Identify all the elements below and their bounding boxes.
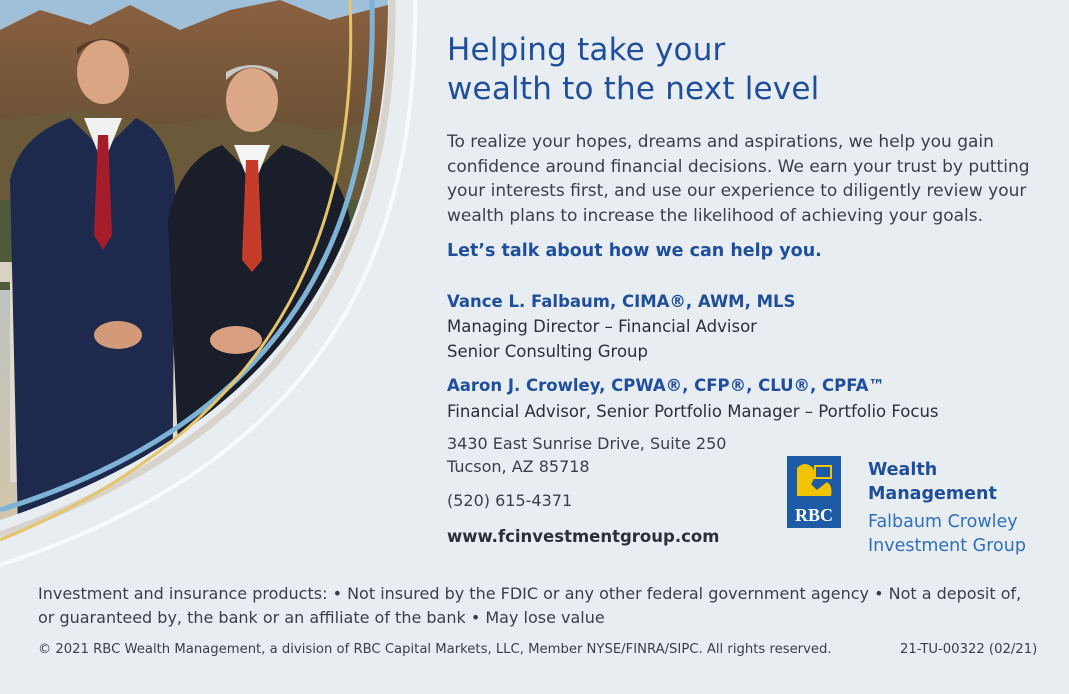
address-line-2: Tucson, AZ 85718: [447, 457, 590, 476]
body-line: confidence around financial decisions. We earn your trust by putting: [447, 156, 1030, 177]
brand-name: [868, 458, 997, 506]
advisor-2-name: Aaron J. Crowley, CPWA®, CFP®, CLU®, CPFA™: [447, 376, 885, 395]
body-line: wealth plans to increase the likelihood of achieving your goals.: [447, 205, 983, 226]
brand-line-2: Management: [868, 484, 997, 504]
advisors-photo: [0, 0, 420, 580]
body-paragraph: [447, 130, 1047, 228]
address-line-1: 3430 East Sunrise Drive, Suite 250: [447, 434, 727, 453]
advisor-1-group: Senior Consulting Group: [447, 342, 648, 361]
headline: [447, 31, 1047, 109]
brand-line-3: Falbaum Crowley: [868, 512, 1018, 532]
logo-text: RBC: [794, 505, 834, 525]
brand-line-4: Investment Group: [868, 536, 1026, 556]
headline-line-1: Helping take your: [447, 32, 726, 68]
disclaimer-line-2: or guaranteed by, the bank or an affiliate of the bank • May lose value: [38, 608, 605, 627]
group-name: [868, 510, 1026, 558]
website-link[interactable]: www.fcinvestmentgroup.com: [447, 527, 720, 546]
disclaimer: [38, 582, 1038, 630]
advisor-2-title: Financial Advisor, Senior Portfolio Manager – Portfolio Focus: [447, 402, 939, 421]
call-to-action: Let’s talk about how we can help you.: [447, 241, 822, 261]
headline-line-2: wealth to the next level: [447, 71, 820, 107]
disclaimer-line-1: Investment and insurance products: • Not insured by the FDIC or any other federal government agency • Not a deposit of,: [38, 584, 1022, 603]
rbc-logo: [787, 456, 843, 528]
copyright: © 2021 RBC Wealth Management, a division of RBC Capital Markets, LLC, Member NYSE/FINRA/SIPC. All rights reserved.: [38, 642, 832, 657]
brand-line-1: Wealth: [868, 460, 938, 480]
document-code: 21-TU-00322 (02/21): [900, 642, 1038, 657]
advisor-1-title: Managing Director – Financial Advisor: [447, 317, 757, 336]
body-line: your interests first, and use our experience to diligently review your: [447, 181, 1027, 201]
advisor-1-name: Vance L. Falbaum, CIMA®, AWM, MLS: [447, 292, 796, 311]
body-line: To realize your hopes, dreams and aspirations, we help you gain: [447, 132, 994, 152]
phone-number[interactable]: (520) 615-4371: [447, 491, 573, 510]
